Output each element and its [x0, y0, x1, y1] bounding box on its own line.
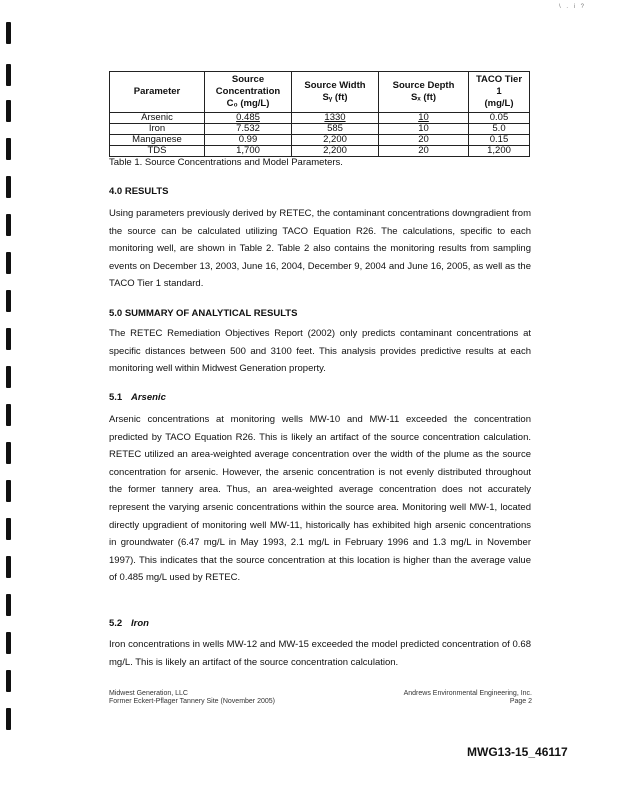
section-heading-results: 4.0 RESULTS — [109, 186, 169, 197]
footer-company: Midwest Generation, LLC — [109, 690, 188, 697]
table-row — [110, 113, 530, 124]
binding-hole — [6, 328, 11, 350]
cell-concentration: 7.532 — [205, 124, 292, 135]
cell-width: 1330 — [292, 113, 379, 124]
cell-depth: 10 — [379, 113, 469, 124]
subsection-title: Iron — [131, 618, 149, 629]
section-heading-summary: 5.0 SUMMARY OF ANALYTICAL RESULTS — [109, 308, 298, 319]
binding-hole — [6, 138, 11, 160]
footer-author: Andrews Environmental Engineering, Inc. — [403, 690, 532, 697]
subsection-heading-arsenic — [109, 392, 166, 403]
binding-hole — [6, 442, 11, 464]
arsenic-paragraph: Arsenic concentrations at monitoring wells MW-10 and MW-11 exceeded the concentration predicted by TACO Equation R26. This is likely an artifact of the source concentration calculation. RETEC utilized an area-weighted average concentration over the width of the plume as the source concentration for arsenic. However, the arsenic concentration is not evenly distributed throughout the former tannery area. Thus, an area-weighted average concentration does not accurately represent the varying arsenic concentrations within the source area. Monitoring well MW-1, located directly upgradient of monitoring well MW-11, historically has exhibited high arsenic concentrations in groundwater (6.47 mg/L in May 1993, 2.1 mg/L in February 1996 and 1.3 mg/L in November 1997). This indicates that the source concentration at this location is higher than the average value of 0.485 mg/L used by RETEC. — [109, 414, 531, 584]
cell-taco: 0.15 — [469, 135, 530, 146]
binding-hole — [6, 366, 11, 388]
footer-site: Former Eckert-Pflager Tannery Site (November 2005) — [109, 698, 275, 705]
binding-hole — [6, 708, 11, 730]
binding-hole — [6, 290, 11, 312]
table-caption: Table 1. Source Concentrations and Model Parameters. — [109, 157, 343, 168]
subsection-heading-iron — [109, 618, 149, 629]
cell-width: 2,200 — [292, 146, 379, 157]
binding-hole — [6, 594, 11, 616]
summary-paragraph: The RETEC Remediation Objectives Report (2002) only predicts contaminant concentrations at specific distances between 500 and 3100 feet. This analysis provides predictive results at each monitoring well within Midwest Generation property. — [109, 328, 531, 375]
cell-depth: 20 — [379, 146, 469, 157]
binding-hole — [6, 100, 11, 122]
cell-depth: 20 — [379, 135, 469, 146]
binding-hole — [6, 632, 11, 654]
source-parameters-table — [109, 71, 530, 157]
binding-hole — [6, 480, 11, 502]
binding-hole — [6, 64, 11, 86]
cell-taco: 1,200 — [469, 146, 530, 157]
footer-right — [360, 690, 532, 706]
header-width: Source Width Sᵧ (ft) — [292, 72, 379, 113]
binding-hole — [6, 214, 11, 236]
page-number: Page 2 — [509, 698, 532, 705]
cell-width: 585 — [292, 124, 379, 135]
table-row — [110, 135, 530, 146]
table-row — [110, 124, 530, 135]
binding-hole — [6, 252, 11, 274]
iron-paragraph: Iron concentrations in wells MW-12 and MW-15 exceeded the model predicted concentration of 0.68 mg/L. This is likely an artifact of the source concentration calculation. — [109, 639, 531, 668]
cell-parameter: Arsenic — [110, 113, 205, 124]
results-paragraph: Using parameters previously derived by RETEC, the contaminant concentrations downgradient from the source can be calculated utilizing TACO Equation R26. The calculations, specific to each monitoring well, are shown in Table 2. Table 2 also contains the monitoring results from sampling events on December 13, 2003, June 16, 2004, December 9, 2004 and June 16, 2005, as well as the TACO Tier 1 standard. — [109, 208, 531, 290]
table-row — [110, 146, 530, 157]
subsection-number: 5.2 — [109, 618, 123, 629]
cell-parameter: Iron — [110, 124, 205, 135]
cell-depth: 10 — [379, 124, 469, 135]
binding-hole — [6, 22, 11, 44]
footer-left — [109, 690, 275, 706]
cell-taco: 0.05 — [469, 113, 530, 124]
bates-number: MWG13-15_46117 — [467, 745, 568, 759]
header-taco: TACO Tier 1 (mg/L) — [469, 72, 530, 113]
binding-hole — [6, 176, 11, 198]
binding-hole — [6, 404, 11, 426]
cell-concentration: 0.485 — [205, 113, 292, 124]
binding-hole — [6, 518, 11, 540]
cell-taco: 5.0 — [469, 124, 530, 135]
cell-width: 2,200 — [292, 135, 379, 146]
cell-parameter: TDS — [110, 146, 205, 157]
header-concentration: Source Concentration C₀ (mg/L) — [205, 72, 292, 113]
cell-parameter: Manganese — [110, 135, 205, 146]
header-depth: Source Depth Sₓ (ft) — [379, 72, 469, 113]
subsection-number: 5.1 — [109, 392, 123, 403]
binding-hole — [6, 670, 11, 692]
corner-mark: \ . i ? — [558, 4, 586, 10]
subsection-title: Arsenic — [131, 392, 166, 403]
header-parameter: Parameter — [110, 72, 205, 113]
cell-concentration: 0.99 — [205, 135, 292, 146]
table-header-row — [110, 72, 530, 113]
binding-hole — [6, 556, 11, 578]
binding-holes — [0, 0, 40, 800]
cell-concentration: 1,700 — [205, 146, 292, 157]
